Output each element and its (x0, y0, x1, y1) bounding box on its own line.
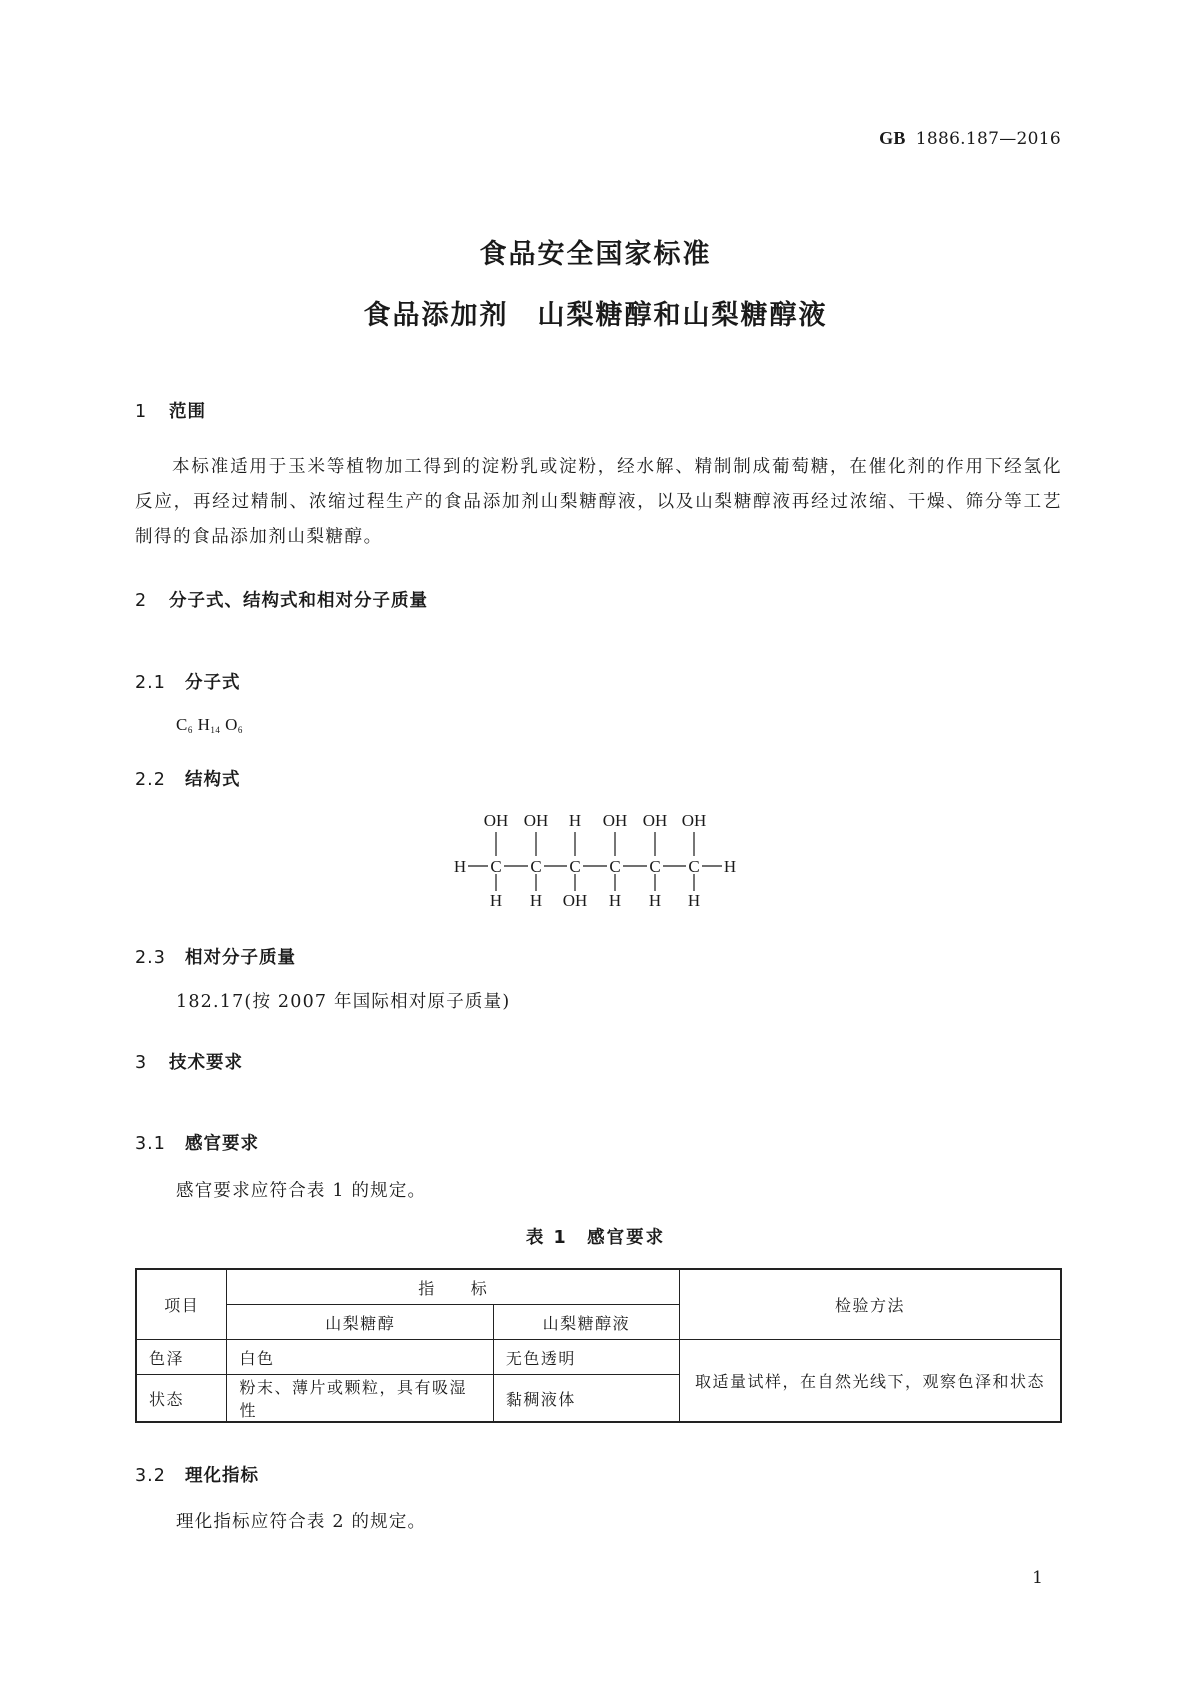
top-substituent: OH (642, 811, 668, 830)
heading-2-2 (135, 766, 241, 791)
carbon-atom: C (490, 857, 502, 876)
heading-2-1 (135, 669, 241, 694)
header-indicator: 指 标 (227, 1269, 679, 1305)
heading-3-2 (135, 1462, 259, 1487)
heading-text: 结构式 (185, 770, 241, 790)
row-sorbitol: 粉末、薄片或颗粒，具有吸湿性 (227, 1375, 493, 1423)
heading-text: 分子式、结构式和相对分子质量 (169, 591, 428, 611)
formula-c-count: 6 (187, 725, 193, 735)
sensory-intro: 感官要求应符合表 1 的规定。 (176, 1181, 427, 1201)
bottom-substituent: H (489, 891, 503, 908)
carbon-atom: C (609, 857, 621, 876)
page-number: 1 (1032, 1568, 1043, 1588)
row-method: 取适量试样，在自然光线下，观察色泽和状态 (679, 1340, 1061, 1423)
scope-paragraph (135, 450, 1062, 555)
bottom-substituent: H (648, 891, 662, 908)
heading-2 (135, 587, 428, 612)
carbon-atom: C (649, 857, 661, 876)
top-substituent: OH (483, 811, 509, 830)
standard-code: 1886.187—2016 (915, 129, 1061, 149)
standard-prefix: GB (879, 128, 906, 148)
formula-c: C (176, 715, 188, 734)
molecular-mass: 182.17(按 2007 年国际相对原子质量) (176, 992, 511, 1012)
row-item: 色泽 (136, 1340, 227, 1375)
formula-o-count: 6 (237, 725, 243, 735)
row-sorbitol: 白色 (227, 1340, 493, 1375)
carbon-atom: C (688, 857, 700, 876)
top-substituent: H (568, 811, 582, 830)
heading-number: 2.3 (135, 948, 166, 968)
formula-h: H (197, 715, 211, 734)
heading-3 (135, 1049, 243, 1074)
heading-text: 分子式 (185, 673, 241, 693)
heading-text: 范围 (169, 402, 206, 422)
row-item: 状态 (136, 1375, 227, 1423)
formula-h-count: 14 (210, 725, 221, 735)
heading-text: 理化指标 (185, 1466, 259, 1486)
heading-text: 感官要求 (185, 1134, 259, 1154)
header-item: 项目 (136, 1269, 227, 1340)
row-sorbitol-liquid: 无色透明 (493, 1340, 679, 1375)
heading-3-1 (135, 1130, 259, 1155)
standard-number (879, 128, 1061, 149)
heading-text: 技术要求 (169, 1053, 243, 1073)
heading-number: 3.1 (135, 1134, 166, 1154)
molecular-formula (176, 715, 243, 735)
bottom-substituent: H (608, 891, 622, 908)
heading-number: 1 (135, 402, 148, 422)
formula-o: O (225, 715, 238, 734)
heading-number: 3.2 (135, 1466, 166, 1486)
terminal-hydrogen: H (453, 857, 467, 876)
row-sorbitol-liquid: 黏稠液体 (493, 1375, 679, 1423)
heading-1 (135, 398, 206, 423)
document-subtitle: 食品添加剂 山梨糖醇和山梨糖醇液 (363, 300, 828, 331)
heading-number: 2.2 (135, 770, 166, 790)
heading-2-3 (135, 944, 296, 969)
heading-text: 相对分子质量 (185, 948, 296, 968)
header-sorbitol: 山梨糖醇 (227, 1305, 493, 1340)
heading-number: 3 (135, 1053, 148, 1073)
header-method: 检验方法 (679, 1269, 1061, 1340)
structural-formula (440, 808, 760, 908)
top-substituent: OH (602, 811, 628, 830)
table-row (136, 1340, 1061, 1375)
top-substituent: OH (523, 811, 549, 830)
bottom-substituent: OH (562, 891, 588, 908)
table-caption: 表 1 感官要求 (525, 1228, 666, 1248)
scope-text: 本标准适用于玉米等植物加工得到的淀粉乳或淀粉，经水解、精制制成葡萄糖，在催化剂的作用下经氢化反应，再经过精制、浓缩过程生产的食品添加剂山梨糖醇液，以及山梨糖醇液再经过浓缩、干燥、筛分等工艺制得的食品添加剂山梨糖醇。 (135, 457, 1062, 547)
heading-number: 2.1 (135, 673, 166, 693)
bottom-substituent: H (529, 891, 543, 908)
header-sorbitol-liquid: 山梨糖醇液 (493, 1305, 679, 1340)
carbon-atom: C (530, 857, 542, 876)
physchem-intro: 理化指标应符合表 2 的规定。 (176, 1512, 427, 1532)
top-substituent: OH (681, 811, 707, 830)
sensory-table (135, 1268, 1062, 1423)
heading-number: 2 (135, 591, 148, 611)
table-header-row (136, 1269, 1061, 1305)
document-title: 食品安全国家标准 (479, 239, 712, 270)
terminal-hydrogen: H (723, 857, 737, 876)
bottom-substituent: H (687, 891, 701, 908)
carbon-atom: C (569, 857, 581, 876)
